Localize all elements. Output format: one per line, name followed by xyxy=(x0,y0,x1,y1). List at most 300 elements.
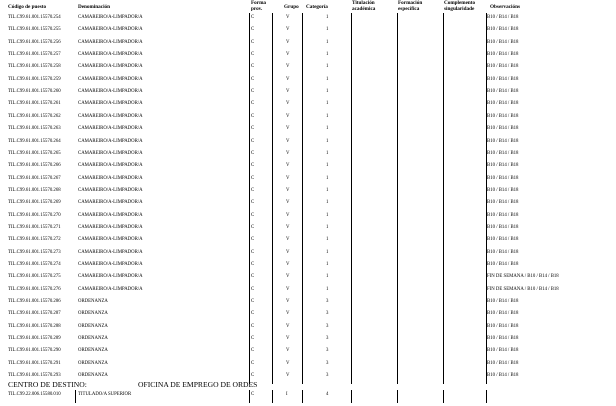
cell-codigo: TIL.C99.61.001.15570.257 xyxy=(8,52,61,58)
column-divider xyxy=(302,322,303,335)
column-divider xyxy=(272,334,273,347)
column-divider xyxy=(351,149,352,162)
cell-denominacion: CAMAREIRO/A-LIMPADOR/A xyxy=(78,113,143,119)
column-divider xyxy=(443,260,444,273)
table-row xyxy=(0,285,616,298)
cell-grupo: V xyxy=(286,323,290,329)
table-row xyxy=(0,137,616,150)
cell-observacions: B10 / B14 / B18 xyxy=(487,175,519,181)
column-divider xyxy=(443,112,444,125)
column-divider xyxy=(249,272,250,285)
cell-codigo: TIL.C99.61.001.15570.276 xyxy=(8,286,61,292)
column-divider xyxy=(249,248,250,261)
cell-forma: C xyxy=(251,237,255,243)
column-divider xyxy=(486,235,487,248)
column-divider xyxy=(486,87,487,100)
column-divider xyxy=(351,161,352,174)
cell-grupo: V xyxy=(286,373,290,379)
cell-categoria: 1 xyxy=(326,150,329,156)
cell-denominacion: CAMAREIRO/A-LIMPADOR/A xyxy=(78,101,143,107)
column-divider xyxy=(302,174,303,187)
column-divider xyxy=(302,161,303,174)
column-divider xyxy=(397,62,398,75)
column-divider xyxy=(302,124,303,137)
cell-observacions: B10 / B14 / B18 xyxy=(487,64,519,70)
column-divider xyxy=(443,272,444,285)
cell-categoria: 1 xyxy=(326,101,329,107)
cell-grupo: V xyxy=(286,89,290,95)
column-divider xyxy=(249,174,250,187)
cell-denominacion: ORDENANZA xyxy=(78,299,108,305)
column-divider xyxy=(272,285,273,298)
table-row xyxy=(0,248,616,261)
column-divider xyxy=(302,198,303,211)
cell-forma: C xyxy=(251,274,255,280)
column-divider xyxy=(302,297,303,310)
cell-categoria: 3 xyxy=(326,348,329,354)
cell-observacions: B10 / B14 / B18 xyxy=(487,52,519,58)
column-divider xyxy=(272,38,273,51)
column-divider xyxy=(272,149,273,162)
column-divider xyxy=(249,260,250,273)
column-divider xyxy=(302,149,303,162)
cell-categoria: 1 xyxy=(326,249,329,255)
table-row xyxy=(0,112,616,125)
cell-codigo: TIL.C99.61.001.15570.272 xyxy=(8,237,61,243)
cell-denominacion: CAMAREIRO/A-LIMPADOR/A xyxy=(78,286,143,292)
column-divider xyxy=(249,285,250,298)
column-divider xyxy=(272,124,273,137)
cell-codigo: TIL.C99.61.001.15570.266 xyxy=(8,163,61,169)
column-divider xyxy=(351,50,352,63)
column-divider xyxy=(302,13,303,26)
column-divider xyxy=(486,359,487,372)
cell-categoria: 1 xyxy=(326,237,329,243)
cell-grupo: V xyxy=(286,262,290,267)
cell-grupo: V xyxy=(286,39,290,45)
cell-forma: C xyxy=(251,224,255,230)
cell-forma: C xyxy=(251,286,255,292)
cell-forma: C xyxy=(251,249,255,255)
cell-denominacion: CAMAREIRO/A-LIMPADOR/A xyxy=(78,27,143,33)
cell-observacions: B10 / B14 / B18 xyxy=(487,39,519,45)
cell-grupo: V xyxy=(286,360,290,366)
cell-codigo: TIL.C99.61.001.15570.291 xyxy=(8,360,61,366)
column-divider xyxy=(272,260,273,273)
column-divider xyxy=(486,297,487,310)
cell-observacions: B10 / B14 / B18 xyxy=(487,126,519,132)
column-divider xyxy=(486,161,487,174)
column-divider xyxy=(75,390,76,403)
cell-observacions: B10 / B14 / B18 xyxy=(487,15,519,20)
column-divider xyxy=(351,211,352,224)
column-divider xyxy=(486,50,487,63)
column-divider xyxy=(272,50,273,63)
column-divider xyxy=(397,161,398,174)
cell-categoria: 1 xyxy=(326,286,329,292)
column-divider xyxy=(272,99,273,112)
column-divider xyxy=(302,87,303,100)
cell-denominacion: ORDENANZA xyxy=(78,348,108,354)
column-divider xyxy=(351,248,352,261)
column-divider xyxy=(351,334,352,347)
centro-destino-label: CENTRO DE DESTINO: xyxy=(8,380,87,389)
column-divider xyxy=(443,25,444,38)
column-divider xyxy=(272,25,273,38)
cell-codigo: TIL.C99.61.001.15570.260 xyxy=(8,89,61,95)
column-divider xyxy=(272,309,273,322)
column-divider xyxy=(272,137,273,150)
column-divider xyxy=(397,371,398,384)
column-divider xyxy=(486,309,487,322)
column-divider xyxy=(302,285,303,298)
column-divider xyxy=(443,149,444,162)
cell-categoria: 1 xyxy=(326,187,329,193)
cell-forma: C xyxy=(251,200,255,206)
cell-grupo: V xyxy=(286,27,290,33)
cell-denominacion: CAMAREIRO/A-LIMPADOR/A xyxy=(78,187,143,193)
cell-grupo: I xyxy=(286,392,288,397)
column-divider xyxy=(249,75,250,88)
column-divider xyxy=(351,112,352,125)
cell-categoria: 1 xyxy=(326,224,329,230)
cell-forma: C xyxy=(251,27,255,33)
column-divider xyxy=(443,198,444,211)
cell-codigo: TIL.C99.61.001.15570.269 xyxy=(8,200,61,206)
table-row xyxy=(0,322,616,335)
column-divider xyxy=(486,38,487,51)
column-divider xyxy=(302,211,303,224)
cell-observacions: B10 / B14 / B18 xyxy=(487,27,519,33)
cell-denominacion: TITULADO/A SUPERIOR xyxy=(78,392,132,397)
table-row xyxy=(0,334,616,347)
cell-observacions: B10 / B14 / B18 xyxy=(487,224,519,230)
cell-denominacion: CAMAREIRO/A-LIMPADOR/A xyxy=(78,15,143,20)
cell-observacions: B10 / B14 / B18 xyxy=(487,249,519,255)
table-row xyxy=(0,346,616,359)
cell-categoria: 1 xyxy=(326,175,329,181)
header-categoria: Categoría xyxy=(306,4,328,10)
header-complemento: Complemento singularidade xyxy=(444,0,476,12)
column-divider xyxy=(249,149,250,162)
column-divider xyxy=(249,25,250,38)
cell-codigo: TIL.C99.61.001.15570.267 xyxy=(8,175,61,181)
column-divider xyxy=(397,346,398,359)
table-row xyxy=(0,25,616,38)
cell-categoria: 1 xyxy=(326,200,329,206)
header-forma-provision: Forma prov. xyxy=(251,0,266,12)
cell-categoria: 1 xyxy=(326,262,329,267)
cell-categoria: 1 xyxy=(326,212,329,218)
cell-observacions: B10 / B14 / B18 xyxy=(487,163,519,169)
cell-categoria: 3 xyxy=(326,323,329,329)
column-divider xyxy=(249,309,250,322)
table-row xyxy=(0,174,616,187)
column-divider xyxy=(397,260,398,273)
cell-forma: C xyxy=(251,212,255,218)
column-divider xyxy=(249,297,250,310)
column-divider xyxy=(443,137,444,150)
cell-observacions: B10 / B14 / B18 xyxy=(487,200,519,206)
column-divider xyxy=(443,50,444,63)
column-divider xyxy=(302,137,303,150)
cell-codigo: TIL.C99.61.001.15570.270 xyxy=(8,212,61,218)
cell-grupo: V xyxy=(286,113,290,119)
column-divider xyxy=(486,112,487,125)
column-divider xyxy=(486,285,487,298)
header-grupo: Grupo xyxy=(284,4,299,10)
cell-grupo: V xyxy=(286,138,290,144)
column-divider xyxy=(486,13,487,26)
column-divider xyxy=(397,359,398,372)
cell-grupo: V xyxy=(286,175,290,181)
column-divider xyxy=(302,25,303,38)
table-row xyxy=(0,371,616,384)
column-divider xyxy=(443,62,444,75)
cell-categoria: 1 xyxy=(326,274,329,280)
cell-forma: C xyxy=(251,52,255,58)
column-divider xyxy=(443,359,444,372)
cell-forma: C xyxy=(251,187,255,193)
cell-codigo: TIL.C99.61.001.15570.293 xyxy=(8,373,61,379)
cell-forma: C xyxy=(251,348,255,354)
column-divider xyxy=(397,87,398,100)
cell-codigo: TIL.C99.61.001.15570.268 xyxy=(8,187,61,193)
column-divider xyxy=(302,248,303,261)
cell-grupo: V xyxy=(286,163,290,169)
column-divider xyxy=(302,371,303,384)
cell-categoria: 1 xyxy=(326,89,329,95)
cell-grupo: V xyxy=(286,187,290,193)
column-divider xyxy=(443,285,444,298)
column-divider xyxy=(351,87,352,100)
column-divider xyxy=(272,322,273,335)
column-divider xyxy=(397,309,398,322)
column-divider xyxy=(249,50,250,63)
column-divider xyxy=(486,211,487,224)
column-divider xyxy=(249,322,250,335)
column-divider xyxy=(302,62,303,75)
column-divider xyxy=(272,161,273,174)
column-divider xyxy=(486,260,487,273)
cell-observacions: B10 / B14 / B18 xyxy=(487,89,519,95)
column-divider xyxy=(351,25,352,38)
column-divider xyxy=(249,137,250,150)
cell-categoria: 1 xyxy=(326,76,329,82)
header-titulacion: Titulación académica xyxy=(352,0,376,12)
centro-destino-value: OFICINA DE EMPREGO DE ORDES xyxy=(138,380,258,389)
cell-observacions: B10 / B14 / B18 xyxy=(487,262,519,267)
column-divider xyxy=(272,87,273,100)
column-divider xyxy=(249,99,250,112)
column-divider xyxy=(443,13,444,26)
column-divider xyxy=(443,334,444,347)
column-divider xyxy=(272,13,273,26)
column-divider xyxy=(486,186,487,199)
column-divider xyxy=(486,75,487,88)
cell-categoria: 1 xyxy=(326,39,329,45)
cell-forma: C xyxy=(251,175,255,181)
column-divider xyxy=(249,223,250,236)
cell-codigo: TIL.C99.61.001.15570.274 xyxy=(8,262,61,267)
cell-grupo: V xyxy=(286,64,290,70)
cell-codigo: TIL.C99.61.001.15570.275 xyxy=(8,274,61,280)
column-divider xyxy=(397,211,398,224)
column-divider xyxy=(249,161,250,174)
column-divider xyxy=(397,390,398,403)
column-divider xyxy=(272,198,273,211)
column-divider xyxy=(351,346,352,359)
cell-denominacion: CAMAREIRO/A-LIMPADOR/A xyxy=(78,89,143,95)
cell-codigo: TIL.C99.61.001.15570.264 xyxy=(8,138,61,144)
column-divider xyxy=(486,390,487,403)
column-divider xyxy=(351,309,352,322)
column-divider xyxy=(272,359,273,372)
column-divider xyxy=(249,13,250,26)
cell-codigo: TIL.C99.61.001.15570.271 xyxy=(8,224,61,230)
cell-codigo: TIL.C99.61.001.15570.273 xyxy=(8,249,61,255)
cell-observacions: B10 / B14 / B18 xyxy=(487,237,519,243)
column-divider xyxy=(249,62,250,75)
cell-codigo: TIL.C99.61.001.15570.289 xyxy=(8,336,61,342)
cell-forma: C xyxy=(251,163,255,169)
column-divider xyxy=(486,371,487,384)
column-divider xyxy=(302,75,303,88)
column-divider xyxy=(249,390,250,403)
cell-grupo: V xyxy=(286,348,290,354)
column-divider xyxy=(443,235,444,248)
cell-grupo: V xyxy=(286,52,290,58)
column-divider xyxy=(486,25,487,38)
cell-denominacion: CAMAREIRO/A-LIMPADOR/A xyxy=(78,150,143,156)
cell-denominacion: CAMAREIRO/A-LIMPADOR/A xyxy=(78,175,143,181)
column-divider xyxy=(443,223,444,236)
cell-grupo: V xyxy=(286,299,290,305)
column-divider xyxy=(351,272,352,285)
column-divider xyxy=(351,186,352,199)
column-divider xyxy=(249,198,250,211)
cell-grupo: V xyxy=(286,76,290,82)
column-divider xyxy=(443,38,444,51)
column-divider xyxy=(397,124,398,137)
column-divider xyxy=(486,322,487,335)
cell-observacions: B10 / B14 / B18 xyxy=(487,360,519,366)
column-divider xyxy=(249,235,250,248)
column-divider xyxy=(272,174,273,187)
column-divider xyxy=(397,334,398,347)
column-divider xyxy=(486,248,487,261)
column-divider xyxy=(302,186,303,199)
cell-denominacion: CAMAREIRO/A-LIMPADOR/A xyxy=(78,39,143,45)
column-divider xyxy=(249,38,250,51)
column-divider xyxy=(397,174,398,187)
column-divider xyxy=(351,359,352,372)
cell-grupo: V xyxy=(286,274,290,280)
column-divider xyxy=(397,13,398,26)
cell-observacions: B10 / B14 / B18 xyxy=(487,323,519,329)
column-divider xyxy=(302,112,303,125)
column-divider xyxy=(397,198,398,211)
column-divider xyxy=(443,75,444,88)
column-divider xyxy=(443,309,444,322)
cell-denominacion: CAMAREIRO/A-LIMPADOR/A xyxy=(78,163,143,169)
cell-forma: C xyxy=(251,392,255,397)
column-divider xyxy=(443,248,444,261)
column-divider xyxy=(272,346,273,359)
table-row xyxy=(0,260,616,273)
header-formacion: Formación específica xyxy=(398,0,423,12)
column-divider xyxy=(272,371,273,384)
column-divider xyxy=(272,223,273,236)
column-divider xyxy=(443,297,444,310)
cell-denominacion: ORDENANZA xyxy=(78,373,108,379)
column-divider xyxy=(272,62,273,75)
column-divider xyxy=(302,359,303,372)
column-divider xyxy=(351,260,352,273)
cell-categoria: 1 xyxy=(326,52,329,58)
column-divider xyxy=(397,235,398,248)
cell-forma: C xyxy=(251,39,255,45)
table-row xyxy=(0,50,616,63)
cell-denominacion: ORDENANZA xyxy=(78,336,108,342)
column-divider xyxy=(397,149,398,162)
table-row xyxy=(0,75,616,88)
cell-grupo: V xyxy=(286,286,290,292)
column-divider xyxy=(397,50,398,63)
column-divider xyxy=(443,346,444,359)
header-observacions: Observacións xyxy=(490,4,520,10)
cell-denominacion: CAMAREIRO/A-LIMPADOR/A xyxy=(78,64,143,70)
cell-denominacion: ORDENANZA xyxy=(78,311,108,317)
cell-observacions: FIN DE SEMANA / B10 / B14 / B18 xyxy=(487,286,559,292)
column-divider xyxy=(351,235,352,248)
column-divider xyxy=(351,297,352,310)
column-divider xyxy=(443,390,444,403)
column-divider xyxy=(397,112,398,125)
cell-observacions: B10 / B14 / B18 xyxy=(487,101,519,107)
table-row xyxy=(0,124,616,137)
cell-observacions: B10 / B14 / B18 xyxy=(487,373,519,379)
cell-observacions: B10 / B14 / B18 xyxy=(487,299,519,305)
cell-observacions: FIN DE SEMANA / B10 / B14 / B18 xyxy=(487,274,559,280)
cell-forma: C xyxy=(251,15,255,20)
column-divider xyxy=(443,211,444,224)
column-divider xyxy=(351,99,352,112)
column-divider xyxy=(351,137,352,150)
column-divider xyxy=(351,223,352,236)
cell-grupo: V xyxy=(286,15,290,20)
cell-denominacion: CAMAREIRO/A-LIMPADOR/A xyxy=(78,200,143,206)
column-divider xyxy=(443,174,444,187)
cell-categoria: 3 xyxy=(326,299,329,305)
column-divider xyxy=(302,50,303,63)
cell-codigo: TIL.C99.61.001.15570.261 xyxy=(8,101,61,107)
column-divider xyxy=(397,297,398,310)
column-divider xyxy=(351,371,352,384)
column-divider xyxy=(351,390,352,403)
cell-observacions: B10 / B14 / B18 xyxy=(487,212,519,218)
column-divider xyxy=(486,99,487,112)
column-divider xyxy=(443,371,444,384)
cell-codigo: TIL.C99.61.001.15570.258 xyxy=(8,64,61,70)
column-divider xyxy=(249,112,250,125)
column-divider xyxy=(302,309,303,322)
column-divider xyxy=(397,223,398,236)
column-divider xyxy=(397,186,398,199)
cell-forma: C xyxy=(251,126,255,132)
cell-categoria: 1 xyxy=(326,64,329,70)
column-divider xyxy=(249,359,250,372)
